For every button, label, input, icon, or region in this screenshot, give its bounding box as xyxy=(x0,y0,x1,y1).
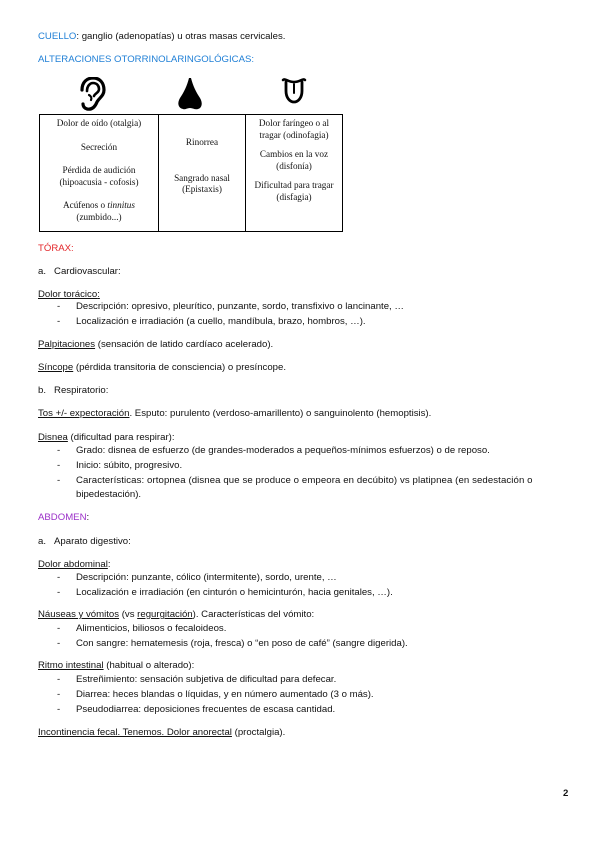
sincope-term: Síncope xyxy=(38,362,74,373)
ear-symptoms-cell xyxy=(40,115,159,232)
list-item: Descripción: punzante, cólico (intermitente), sordo, urente, … xyxy=(76,572,337,583)
dolor-toracico-label: Dolor torácico xyxy=(38,289,98,300)
nauseas-term: Náuseas y vómitos xyxy=(38,609,120,620)
dolor-abdominal-heading xyxy=(38,559,111,571)
list-item: Alimenticios, biliosos o fecaloideos. xyxy=(76,623,227,634)
digestivo-label: a. xyxy=(38,536,47,547)
otorrino-heading: ALTERACIONES OTORRINOLARINGOLÓGICAS: xyxy=(38,54,255,65)
list-item: Inicio: súbito, progresivo. xyxy=(76,460,183,471)
list-item: Características: ortopnea (disnea que se produce o empeora en decúbito) vs platipnea (en sedestación o xyxy=(76,475,533,486)
nauseas-end: ). Características del vómito: xyxy=(192,609,315,620)
symptom-disfonia: Cambios en la voz (disfonía) xyxy=(259,149,329,171)
cuello-text: : ganglio (adenopatías) u otras masas cervicales. xyxy=(76,31,286,42)
list-item: Descripción: opresivo, pleurítico, punzante, sordo, transfixivo o lancinante, … xyxy=(76,301,404,312)
tongue-icon xyxy=(281,77,307,105)
disnea-text: (dificultad para respirar): xyxy=(67,432,175,443)
page-number: 2 xyxy=(563,788,569,799)
bullet: - xyxy=(57,572,61,583)
list-item: Diarrea: heces blandas o líquidas, y en número aumentado (3 o más). xyxy=(76,689,374,700)
symptom-rinorrea: Rinorrea xyxy=(185,137,219,147)
ritmo-term: Ritmo intestinal xyxy=(38,660,104,671)
dolor-abdominal-term: Dolor abdominal xyxy=(38,559,108,570)
throat-symptoms-cell xyxy=(246,115,343,232)
incontinencia-text: (proctalgia). xyxy=(231,727,286,738)
palpitaciones-term: Palpitaciones xyxy=(38,339,96,350)
symptom-acufenos: Acúfenos o tinnitus (zumbido...) xyxy=(63,200,135,222)
bullet: - xyxy=(57,301,61,312)
symptom-otalgia: Dolor de oído (otalgia) xyxy=(56,118,142,128)
cardio-label: a. xyxy=(38,266,47,277)
cardio-subheading xyxy=(38,266,121,278)
resp-label: b. xyxy=(38,385,47,396)
cuello-line xyxy=(38,31,285,43)
symptom-epistaxis: Sangrado nasal (Epistaxis) xyxy=(174,172,230,194)
digestivo-subheading xyxy=(38,536,131,548)
regurgitacion-term: regurgitación xyxy=(137,609,193,620)
abdomen-heading-suffix: : xyxy=(86,512,90,523)
ear-icon xyxy=(78,77,106,111)
bullet: - xyxy=(57,623,61,634)
abdomen-heading-line xyxy=(38,512,89,524)
bullet: - xyxy=(57,587,61,598)
tos-text: . Esputo: purulento (verdoso-amarillento) o sanguinolento (hemoptisis). xyxy=(129,408,432,419)
bullet: - xyxy=(57,445,61,456)
bullet: - xyxy=(57,475,61,486)
palpitaciones-line xyxy=(38,339,273,351)
bullet: - xyxy=(57,704,61,715)
nose-icon xyxy=(177,77,203,111)
nauseas-mid: (vs xyxy=(119,609,138,620)
bullet: - xyxy=(57,460,61,471)
cardio-title: Cardiovascular: xyxy=(54,266,121,277)
nose-symptoms-cell xyxy=(159,115,246,232)
palpitaciones-text: (sensación de latido cardíaco acelerado). xyxy=(95,339,274,350)
disnea-term: Disnea xyxy=(38,432,68,443)
ritmo-text: (habitual o alterado): xyxy=(103,660,195,671)
disnea-line xyxy=(38,432,175,444)
symptom-secrecion: Secreción xyxy=(80,141,118,152)
list-item: Estreñimiento: sensación subjetiva de dificultad para defecar. xyxy=(76,674,337,685)
tinnitus-term: tinnitus xyxy=(107,200,135,210)
symptom-odinofagia: Dolor faríngeo o al tragar (odinofagia) xyxy=(258,118,330,140)
tos-line xyxy=(38,408,431,420)
bullet: - xyxy=(57,689,61,700)
incontinencia-line xyxy=(38,727,285,739)
ritmo-line xyxy=(38,660,194,672)
bullet: - xyxy=(57,674,61,685)
nauseas-line xyxy=(38,609,314,621)
symptom-disfagia: Dificultad para tragar (disfagia) xyxy=(254,180,334,202)
list-item-continuation: bipedestación). xyxy=(76,489,142,500)
list-item: Grado: disnea de esfuerzo (de grandes-moderados a pequeños-mínimos esfuerzos) o de reposo. xyxy=(76,445,490,456)
sincope-line xyxy=(38,362,286,374)
list-item: Localización e irradiación (a cuello, mandíbula, brazo, hombros, …). xyxy=(76,316,366,327)
torax-heading: TÓRAX: xyxy=(38,243,74,254)
dolor-toracico-heading: Dolor torácico: xyxy=(38,289,100,300)
cuello-heading: CUELLO xyxy=(38,31,77,42)
tos-term: Tos +/- expectoración xyxy=(38,408,130,419)
list-item: Con sangre: hematemesis (roja, fresca) o “en poso de café” (sangre digerida). xyxy=(76,638,408,649)
resp-subheading xyxy=(38,385,108,397)
list-item: Localización e irradiación (en cinturón o hemicinturón, hacia genitales, …). xyxy=(76,587,393,598)
abdomen-heading: ABDOMEN xyxy=(38,512,87,523)
list-item: Pseudodiarrea: deposiciones frecuentes de escasa cantidad. xyxy=(76,704,336,715)
bullet: - xyxy=(57,638,61,649)
symptom-hipoacusia: Pérdida de audición (hipoacusia - cofosis) xyxy=(59,165,139,187)
otorrino-table xyxy=(39,114,343,232)
digestivo-title: Aparato digestivo: xyxy=(54,536,131,547)
sincope-text: (pérdida transitoria de consciencia) o presíncope. xyxy=(73,362,286,373)
incontinencia-term: Incontinencia fecal. Tenemos. Dolor anorectal xyxy=(38,727,232,738)
bullet: - xyxy=(57,316,61,327)
dolor-abdominal-suffix: : xyxy=(107,559,111,570)
resp-title: Respiratorio: xyxy=(54,385,109,396)
